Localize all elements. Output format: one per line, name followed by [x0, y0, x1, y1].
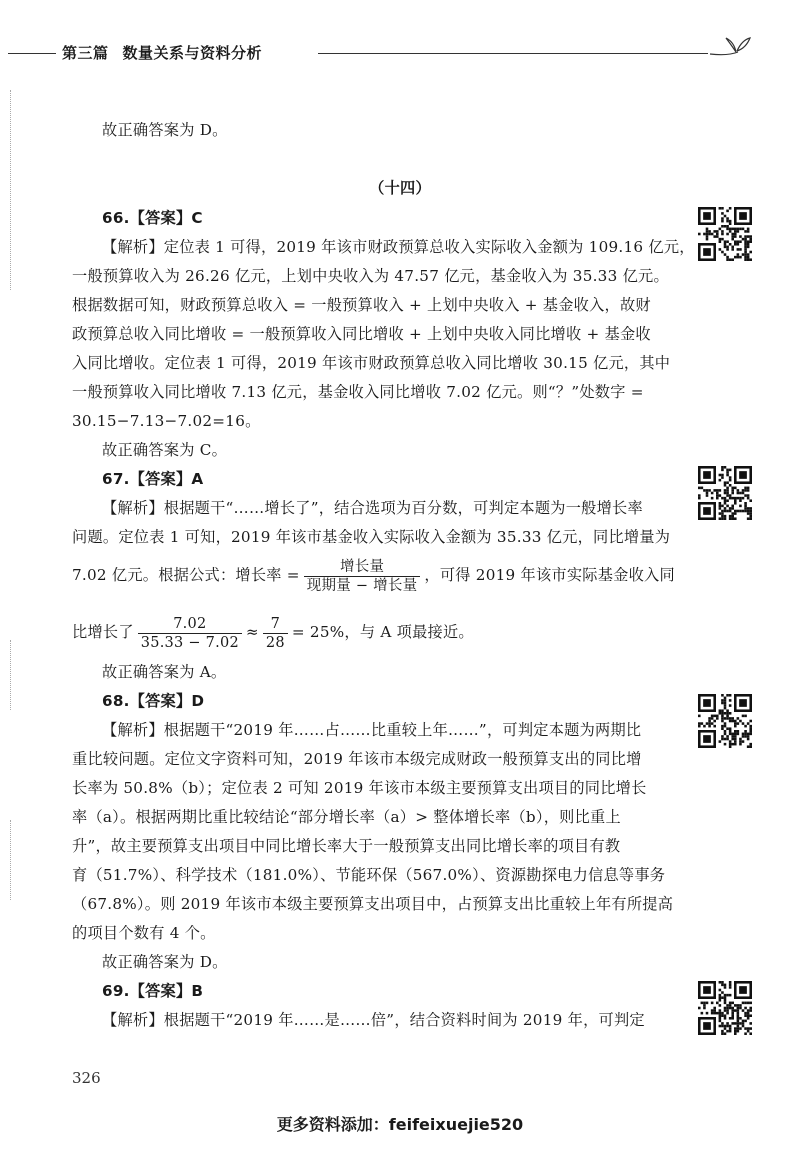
text-line: 一般预算收入同比增收 7.13 亿元，基金收入同比增收 7.02 亿元。则“？”处数字 =: [72, 383, 644, 401]
text-line: 长率为 50.8%（b）；定位表 2 可知 2019 年该市本级主要预算支出项目的同比增长: [72, 779, 647, 797]
text-span: 比增长了: [72, 623, 134, 641]
header-rule-left: [8, 53, 56, 54]
calc-fraction-1: [138, 615, 242, 652]
text-line: 率（a）。根据两期比重比较结论“部分增长率（a）> 整体增长率（b），则比重上: [72, 808, 621, 826]
answer-66: 66.【答案】C: [102, 209, 203, 227]
text-line: 的项目个数有 4 个。: [72, 924, 216, 942]
text-line: （67.8%）。则 2019 年该市本级主要预算支出项目中，占预算支出比重较上年有所提高: [72, 895, 674, 913]
text-line: 政预算总收入同比增收 = 一般预算收入同比增收 + 上划中央收入同比增收 + 基金收: [72, 325, 651, 343]
fraction-numerator: 7: [270, 615, 281, 632]
text-line: 根据数据可知，财政预算总收入 = 一般预算收入 + 上划中央收入 + 基金收入，故财: [72, 296, 651, 314]
text-line: 故正确答案为 D。: [102, 121, 228, 139]
qr-code-icon[interactable]: [698, 207, 752, 261]
page-header: [0, 30, 800, 70]
text-line: 【解析】定位表 1 可得，2019 年该市财政预算总收入实际收入金额为 109.16 亿元，: [102, 238, 695, 256]
chapter-title: 数量关系与资料分析: [122, 44, 263, 62]
text-line: 【解析】根据题干“2019 年……占……比重较上年……”，可判定本题为两期比: [102, 721, 642, 739]
text-line: 升”，故主要预算支出项目中同比增长率大于一般预算支出同比增长率的项目有教: [72, 837, 621, 855]
text-line: 故正确答案为 D。: [102, 953, 228, 971]
fraction-denominator: 28: [263, 633, 288, 652]
approx-sign: ≈: [245, 623, 259, 641]
fraction-denominator: 35.33 − 7.02: [138, 633, 242, 652]
section-heading: （十四）: [369, 179, 431, 197]
formula-line: [72, 555, 675, 595]
fraction-denominator: 现期量 − 增长量: [304, 576, 421, 595]
calc-fraction-2: [263, 615, 288, 652]
answer-67: 67.【答案】A: [102, 470, 204, 488]
answer-68: 68.【答案】D: [102, 692, 205, 710]
header-rule-right: [318, 53, 708, 54]
growth-rate-fraction: [304, 558, 421, 595]
fraction-numerator: 7.02: [173, 615, 207, 632]
text-line: 问题。定位表 1 可知，2019 年该市基金收入实际收入金额为 35.33 亿元，同比增量为: [72, 528, 671, 546]
sprout-icon: [708, 30, 752, 62]
text-span: ，可得 2019 年该市实际基金收入同: [424, 566, 675, 584]
qr-code-icon[interactable]: [698, 981, 752, 1035]
text-line: 育（51.7%）、科学技术（181.0%）、节能环保（567.0%）、资源勘探电力信息等事务: [72, 866, 666, 884]
text-span: 7.02 亿元。根据公式：增长率 =: [72, 566, 300, 584]
qr-code-icon[interactable]: [698, 466, 752, 520]
formula-line: [72, 612, 672, 652]
page-number: 326: [72, 1069, 101, 1087]
qr-code-icon[interactable]: [698, 694, 752, 748]
text-span: = 25%，与 A 项最接近。: [291, 623, 474, 641]
chapter-label: 第三篇: [62, 44, 109, 62]
text-line: 重比较问题。定位文字资料可知，2019 年该市本级完成财政一般预算支出的同比增: [72, 750, 642, 768]
text-line: 【解析】根据题干“2019 年……是……倍”，结合资料时间为 2019 年，可判定: [102, 1011, 645, 1029]
fraction-numerator: 增长量: [339, 558, 385, 575]
margin-dots: [10, 640, 12, 710]
answer-69: 69.【答案】B: [102, 982, 204, 1000]
text-line: 故正确答案为 A。: [102, 663, 227, 681]
header-title: [62, 42, 262, 63]
text-line: 入同比增收。定位表 1 可得，2019 年该市财政预算总收入同比增收 30.15 亿元，其中: [72, 354, 671, 372]
text-line: 一般预算收入为 26.26 亿元，上划中央收入为 47.57 亿元，基金收入为 35.33 亿元。: [72, 267, 669, 285]
text-line: 【解析】根据题干“……增长了”，结合选项为百分数，可判定本题为一般增长率: [102, 499, 643, 517]
text-line: 故正确答案为 C。: [102, 441, 228, 459]
text-line: 30.15−7.13−7.02=16。: [72, 412, 261, 430]
footer-note: 更多资料添加：feifeixuejie520: [276, 1115, 524, 1134]
margin-dots: [10, 820, 12, 900]
